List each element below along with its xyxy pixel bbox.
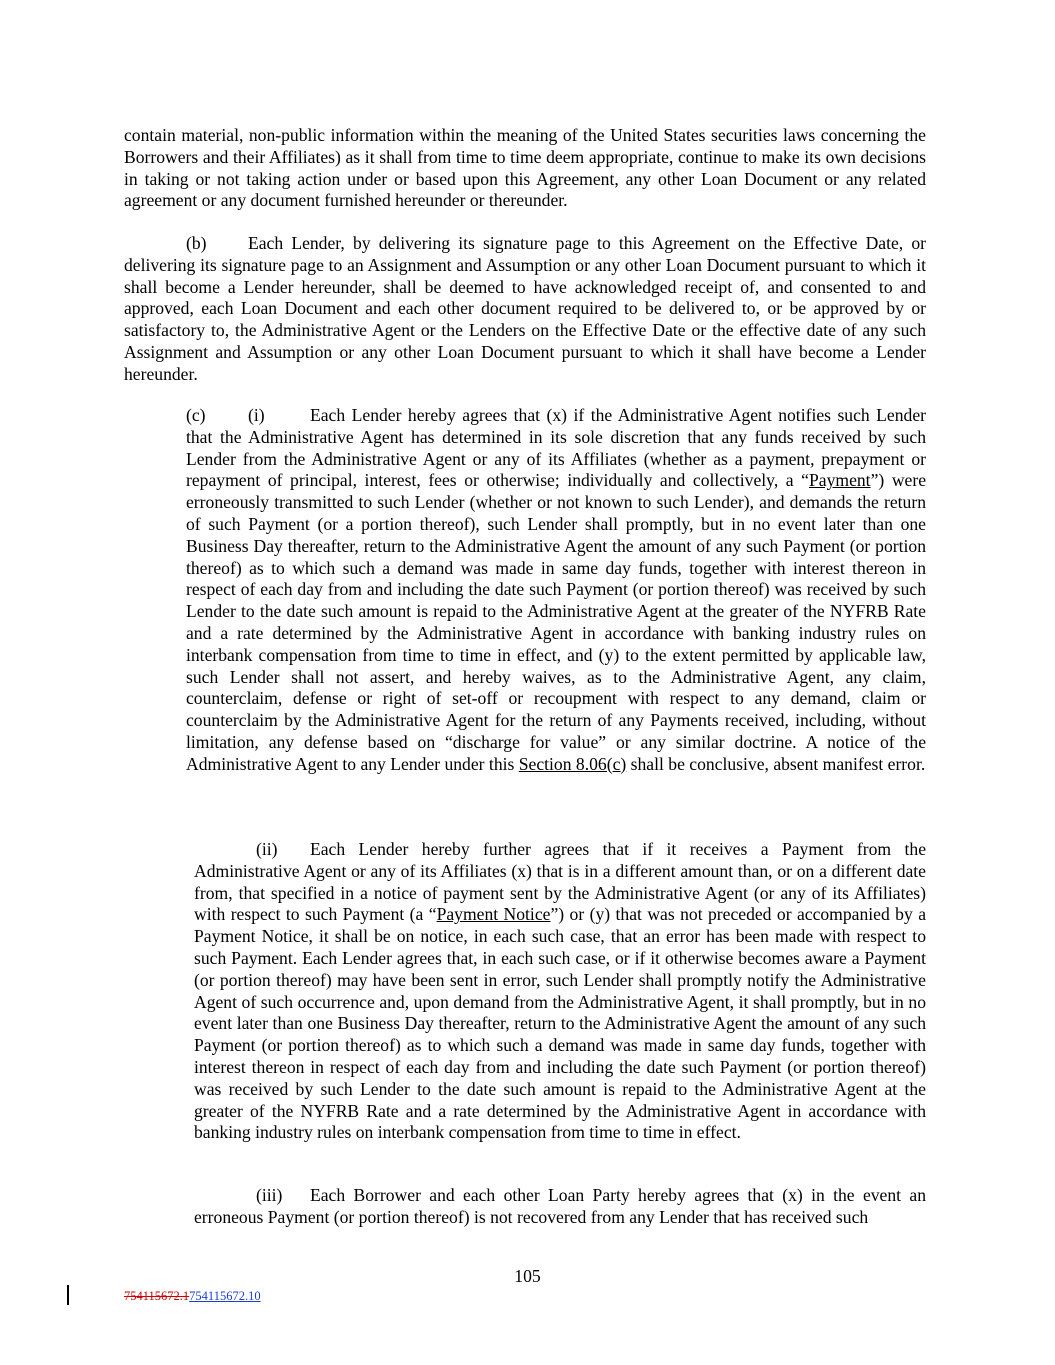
paragraph-c-ii-label: (ii) — [256, 839, 278, 859]
paragraph-c-i-label: (i) — [248, 405, 265, 425]
paragraph-c-iii-text: Each Borrower and each other Loan Party hereby agrees that (x) in the event an erroneous Payment (or portion thereof) is not recovered from any Lender that has received such — [194, 1185, 926, 1227]
paragraph-c-ii — [194, 839, 926, 1144]
paragraph-c-iii-label: (iii) — [256, 1185, 283, 1205]
paragraph-c-ii-text-2: ”) or (y) that was not preceded or accompanied by a Payment Notice, it shall be on notice, in each such case, that an error has been made with respect to such Payment. Each Lender agrees that, in each such case, or if it otherwise becomes aware a Payment (or portion thereof) may have been sent in error, such Lender shall promptly notify the Administrative Agent of such occurrence and, upon demand from the Administrative Agent, it shall promptly, but in no event later than one Business Day thereafter, return to the Administrative Agent the amount of any such Payment (or portion thereof) as to which such a demand was made in same day funds, together with interest thereon in respect of each day from and including the date such Payment (or portion thereof) was received by such Lender to the date such amount is repaid to the Administrative Agent at the greater of the NYFRB Rate and a rate determined by the Administrative Agent in accordance with banking industry rules on interbank compensation from time to time in effect. — [194, 904, 926, 1143]
paragraph-a-text: contain material, non-public information within the meaning of the United States securities laws concerning the Borrowers and their Affiliates) as it shall from time to time deem appropriate, continue to make its own decisions in taking or not taking action under or based upon this Agreement, any other Loan Document or any related agreement or any document furnished hereunder or thereunder. — [124, 125, 926, 211]
section-reference: Section 8.06(c) — [518, 753, 627, 774]
defined-term-payment: Payment — [809, 470, 871, 491]
paragraph-c-i-text-3: shall be conclusive, absent manifest error. — [626, 753, 926, 774]
paragraph-a-continuation — [124, 125, 926, 212]
defined-term-payment-notice: Payment Notice — [436, 904, 551, 925]
document-id-inserted: 754115672.10 — [189, 1289, 261, 1303]
document-id-deleted: 754115672.1 — [124, 1289, 190, 1303]
paragraph-c-ii-text-1: Each Lender hereby further agrees that if it receives a Payment from the Administrative Agent or any of its Affiliates (x) that is in a different amount than, or on a different date from, that specified in a notice of payment sent by the Administrative Agent (or any of its Affiliates) with respect to such Payment (a “ — [194, 839, 926, 925]
paragraph-b — [124, 233, 926, 386]
revision-change-bar — [67, 1285, 69, 1305]
paragraph-c-label: (c) — [186, 405, 206, 425]
paragraph-b-text: Each Lender, by delivering its signature page to this Agreement on the Effective Date, or delivering its signature page to an Assignment and Assumption or any other Loan Document pursuant to which it shall become a Lender hereunder, shall be deemed to have acknowledged receipt of, and consented to and approved, each Loan Document and each other document required to be delivered to, or be approved by or satisfactory to, the Administrative Agent or the Lenders on the Effective Date or the effective date of any such Assignment and Assumption or any other Loan Document pursuant to which it shall have become a Lender hereunder. — [124, 233, 926, 384]
paragraph-c-iii — [194, 1185, 926, 1229]
paragraph-c-i-text-1: Each Lender hereby agrees that (x) if the Administrative Agent notifies such Lender that the Administrative Agent has determined in its sole discretion that any funds received by such Lender from the Administrative Agent or any of its Affiliates (whether as a payment, prepayment or repayment of principal, interest, fees or otherwise; individually and collectively, a “ — [186, 405, 926, 491]
page-number: 105 — [514, 1266, 541, 1286]
paragraph-c-i — [186, 405, 926, 776]
document-id — [124, 1288, 261, 1304]
paragraph-b-label: (b) — [186, 233, 207, 253]
paragraph-c-i-text-2: ”) were erroneously transmitted to such Lender (whether or not known to such Lender), and demands the return of such Payment (or a portion thereof), such Lender shall promptly, but in no event later than one Business Day thereafter, return to the Administrative Agent the amount of any such Payment (or portion thereof) as to which such a demand was made in same day funds, together with interest thereon in respect of each day from and including the date such Payment (or portion thereof) was received by such Lender to the date such amount is repaid to the Administrative Agent at the greater of the NYFRB Rate and a rate determined by the Administrative Agent in accordance with banking industry rules on interbank compensation from time to time in effect, and (y) to the extent permitted by applicable law, such Lender shall not assert, and hereby waives, as to the Administrative Agent, any claim, counterclaim, defense or right of set-off or recoupment with respect to any demand, claim or counterclaim by the Administrative Agent for the return of any Payments received, including, without limitation, any defense based on “discharge for value” or any similar doctrine. A notice of the Administrative Agent to any Lender under this — [186, 470, 927, 774]
